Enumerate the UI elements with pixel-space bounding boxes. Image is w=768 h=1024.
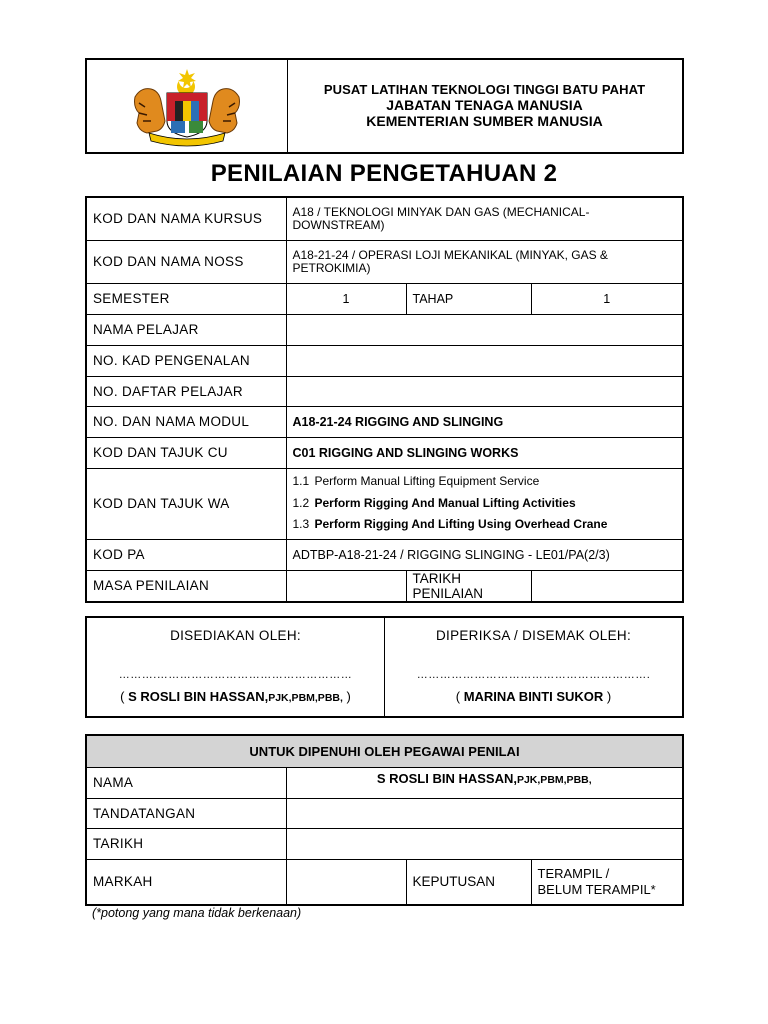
table-row [86, 437, 683, 468]
nama-label: NAMA [86, 767, 286, 798]
table-row [86, 570, 683, 602]
noss-label: KOD DAN NAMA NOSS [86, 240, 286, 283]
masa-penilaian-field[interactable] [286, 570, 406, 602]
prepared-by-name: ( S ROSLI BIN HASSAN,PJK,PBM,PBB, ) [120, 689, 351, 704]
document-title: PENILAIAN PENGETAHUAN 2 [210, 160, 558, 187]
ministry-name: KEMENTERIAN SUMBER MANUSIA [366, 112, 603, 129]
table-row [86, 735, 683, 767]
kursus-label: KOD DAN NAMA KURSUS [86, 197, 286, 240]
pa-label: KOD PA [86, 539, 286, 570]
keputusan-label: KEPUTUSAN [406, 859, 531, 905]
result-option-belum-terampil: BELUM TERAMPIL* [537, 881, 656, 897]
prepared-by-section [87, 618, 384, 716]
table-row [86, 798, 683, 828]
noss-value: A18-21-24 / OPERASI LOJI MEKANIKAL (MINYAK, GAS & PETROKIMIA) [286, 240, 683, 283]
tarikh-penilaian-label: TARIKH PENILAIAN [406, 570, 531, 602]
table-row [86, 197, 683, 240]
daftar-pelajar-label: NO. DAFTAR PELAJAR [86, 376, 286, 406]
checked-by-name: ( MARINA BINTI SUKOR ) [455, 689, 612, 704]
checked-by-signature-line[interactable]: ……………………………………………………. [416, 669, 651, 681]
nama-pelajar-field[interactable] [286, 314, 683, 345]
wa-label: KOD DAN TAJUK WA [86, 468, 286, 539]
kursus-value: A18 / TEKNOLOGI MINYAK DAN GAS (MECHANICAL-DOWNSTREAM) [286, 197, 683, 240]
table-row [86, 240, 683, 283]
nama-pelajar-label: NAMA PELAJAR [86, 314, 286, 345]
kad-pengenalan-field[interactable] [286, 345, 683, 376]
kad-pengenalan-label: NO. KAD PENGENALAN [86, 345, 286, 376]
wa-list [286, 468, 683, 539]
signature-box [85, 616, 684, 718]
wa-item: 1.3 Perform Rigging And Lifting Using Overhead Crane [292, 517, 608, 532]
cu-value: C01 RIGGING AND SLINGING WORKS [286, 437, 683, 468]
table-row [86, 859, 683, 905]
wa-item: 1.1 Perform Manual Lifting Equipment Service [292, 474, 540, 489]
markah-field[interactable] [286, 859, 406, 905]
modul-label: NO. DAN NAMA MODUL [86, 406, 286, 437]
checked-by-section [385, 618, 682, 716]
prepared-by-label: DISEDIAKAN OLEH: [170, 628, 301, 643]
table-row [86, 468, 683, 539]
footnote: (*potong yang mana tidak berkenaan) [92, 906, 302, 920]
daftar-pelajar-field[interactable] [286, 376, 683, 406]
info-table [85, 196, 684, 603]
checked-by-label: DIPERIKSA / DISEMAK OLEH: [435, 628, 632, 643]
modul-value: A18-21-24 RIGGING AND SLINGING [286, 406, 683, 437]
wa-item: 1.2 Perform Rigging And Manual Lifting Activities [292, 495, 576, 510]
tandatangan-label: TANDATANGAN [86, 798, 286, 828]
masa-penilaian-label: MASA PENILAIAN [86, 570, 286, 602]
table-row [86, 539, 683, 570]
cu-label: KOD DAN TAJUK CU [86, 437, 286, 468]
keputusan-options[interactable] [531, 859, 683, 905]
pa-value: ADTBP-A18-21-24 / RIGGING SLINGING - LE01/PA(2/3) [286, 539, 683, 570]
table-row [86, 345, 683, 376]
tarikh-penilaian-field[interactable] [531, 570, 683, 602]
assessor-name: S ROSLI BIN HASSAN,PJK,PBM,PBB, [286, 767, 683, 798]
header-box [85, 58, 684, 154]
tandatangan-field[interactable] [286, 798, 683, 828]
coat-of-arms-icon [127, 67, 247, 147]
assessor-table [85, 734, 684, 906]
markah-label: MARKAH [86, 859, 286, 905]
table-row [86, 828, 683, 859]
semester-label: SEMESTER [86, 283, 286, 314]
semester-value: 1 [286, 283, 406, 314]
header-titles [287, 60, 682, 152]
prepared-by-signature-line[interactable]: ……….…………………………………………… [118, 669, 353, 681]
table-row [86, 406, 683, 437]
institute-name: PUSAT LATIHAN TEKNOLOGI TINGGI BATU PAHAT [323, 81, 646, 97]
assessor-header: UNTUK DIPENUHI OLEH PEGAWAI PENILAI [86, 735, 683, 767]
tarikh-label: TARIKH [86, 828, 286, 859]
tarikh-field[interactable] [286, 828, 683, 859]
table-row [86, 767, 683, 798]
result-option-terampil: TERAMPIL / [537, 865, 610, 881]
table-row [86, 314, 683, 345]
logo-cell [87, 60, 288, 152]
table-row [86, 376, 683, 406]
tahap-value: 1 [531, 283, 683, 314]
department-name: JABATAN TENAGA MANUSIA [386, 96, 583, 113]
table-row [86, 283, 683, 314]
tahap-label: TAHAP [406, 283, 531, 314]
